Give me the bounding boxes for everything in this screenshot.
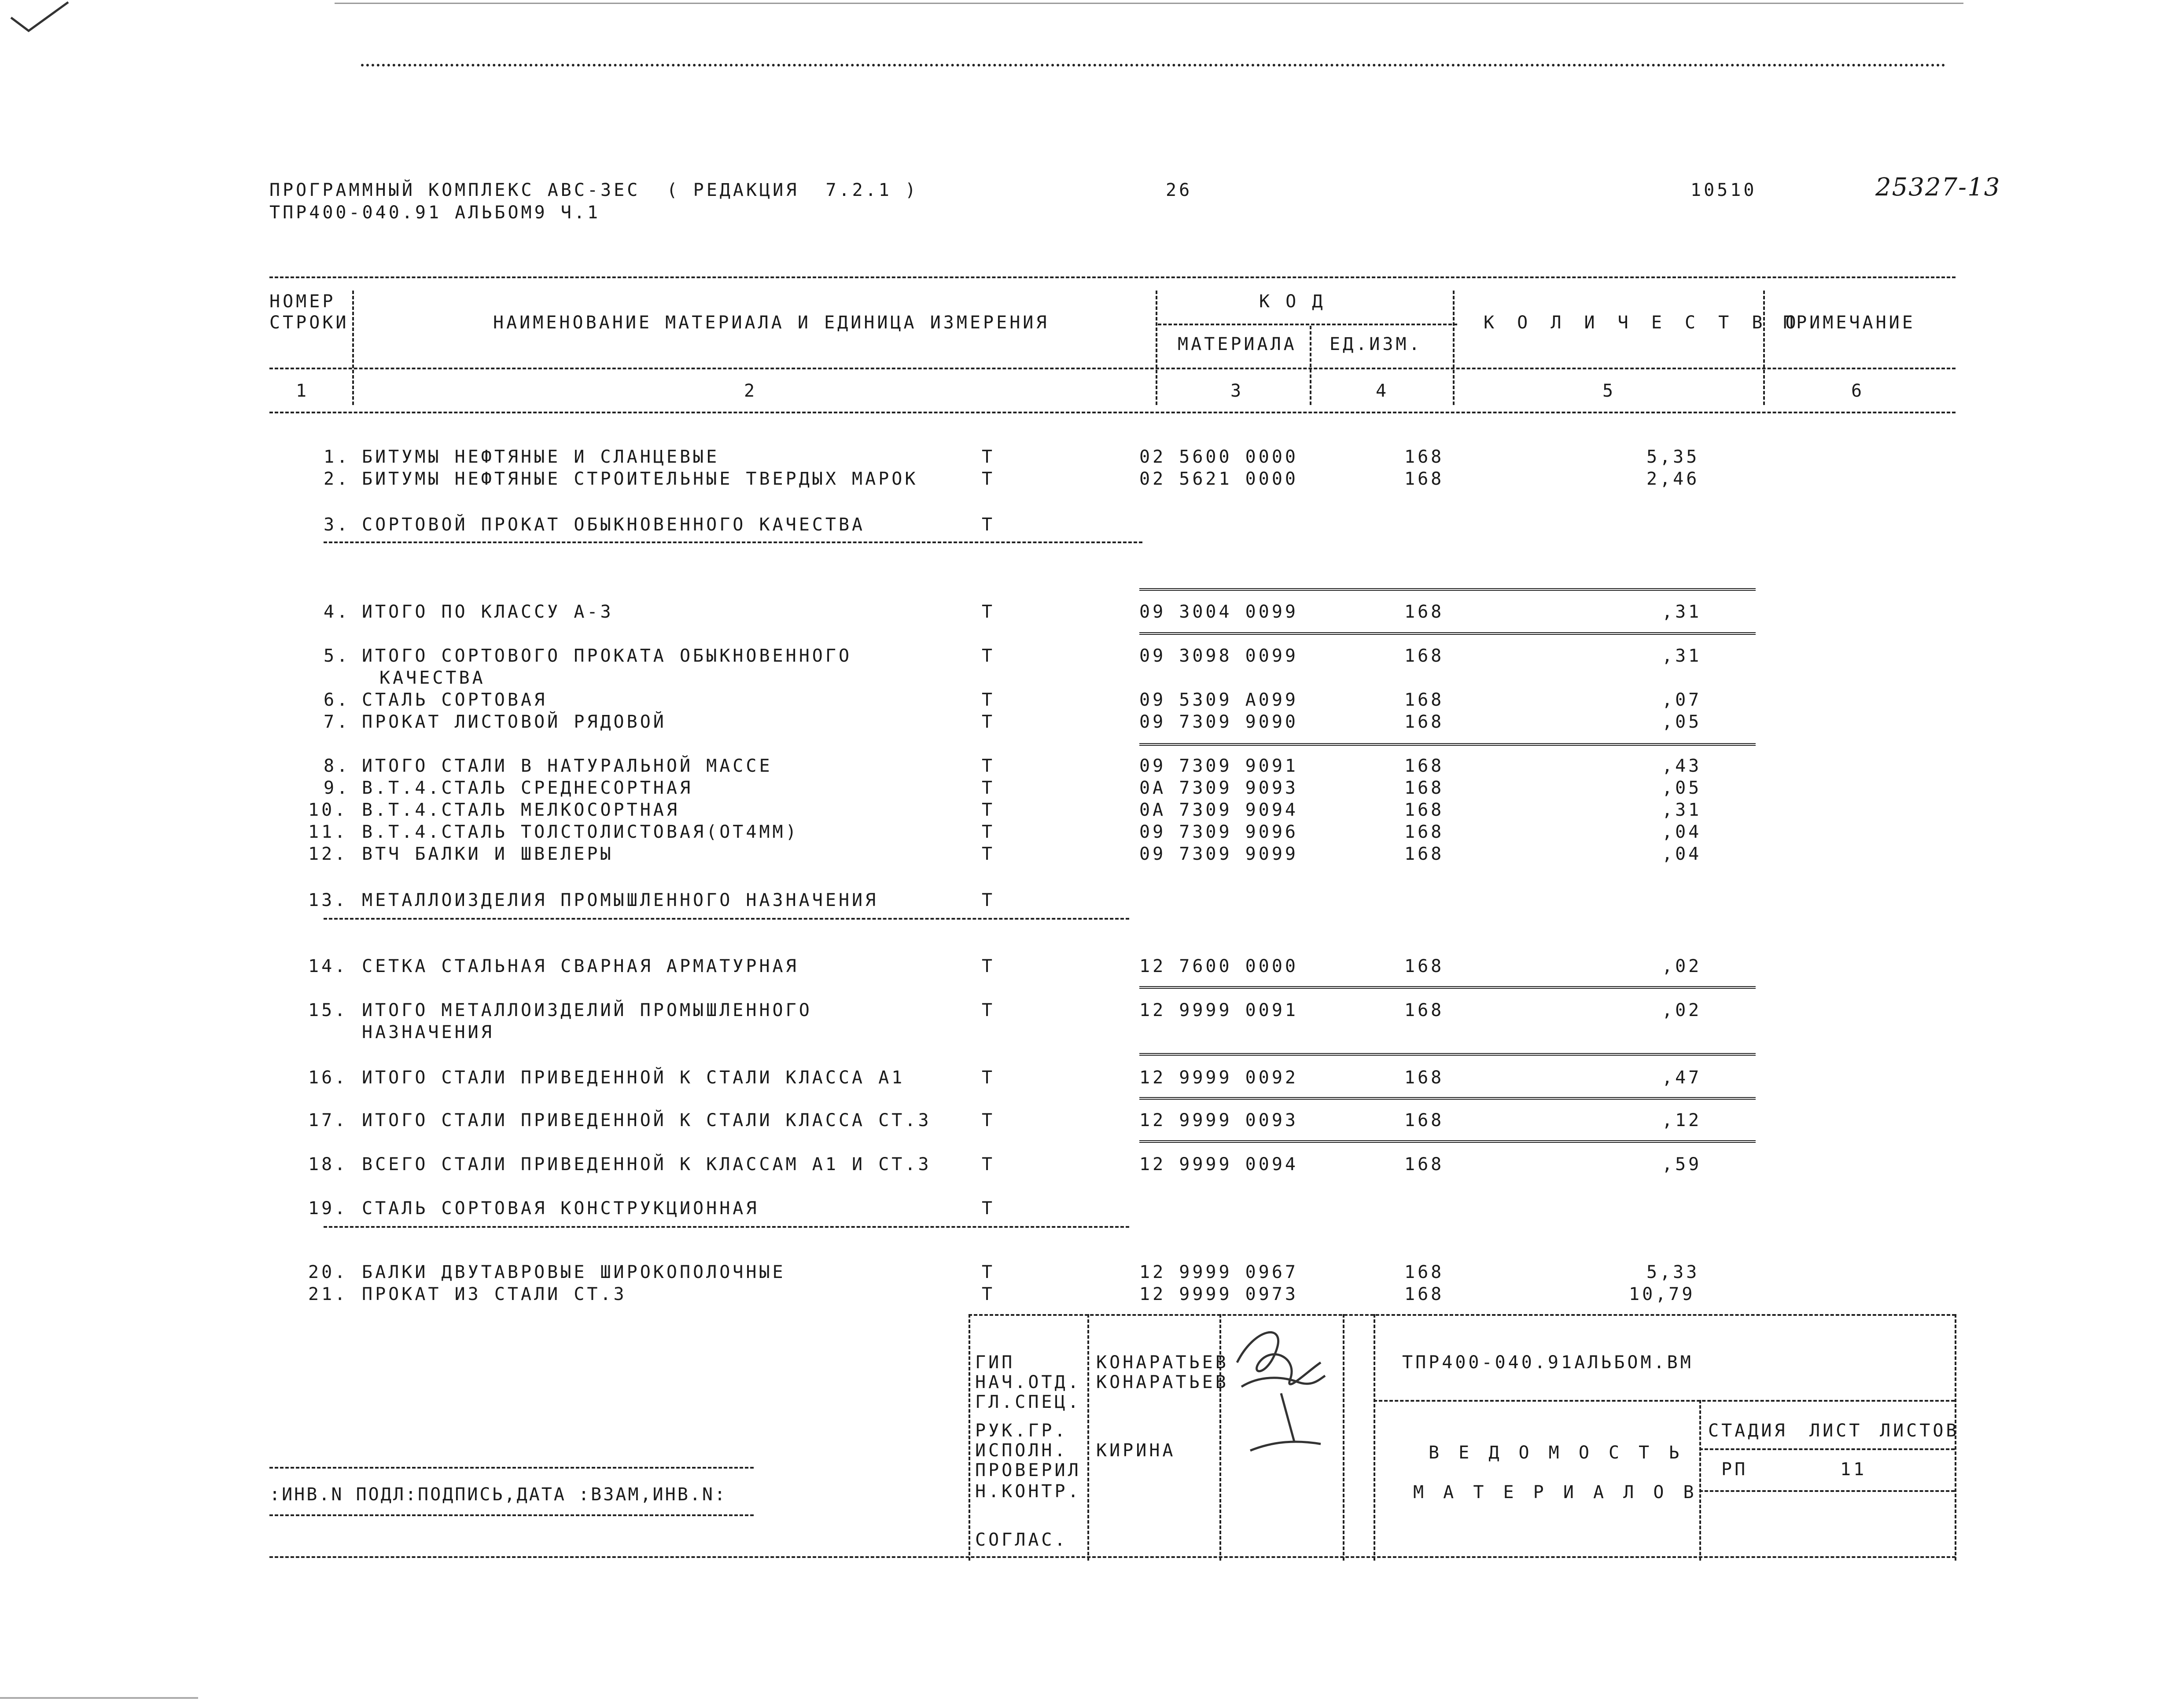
row-qty: ,02 (1662, 1000, 1702, 1020)
table-top-rule (269, 276, 1956, 278)
stamp-sheets-label: ЛИСТОВ (1880, 1421, 1959, 1441)
row-code: 09 7309 9096 (1139, 822, 1298, 842)
row-qty: 5,35 (1646, 447, 1700, 467)
row-number: 8. (324, 756, 350, 776)
row-number: 7. (324, 712, 350, 732)
row-ed: 168 (1404, 778, 1444, 798)
row-code: 09 3098 0099 (1139, 646, 1298, 666)
col-header-material: МАТЕРИАЛА (1178, 334, 1297, 354)
row-name: БИТУМЫ НЕФТЯНЫЕ СТРОИТЕЛЬНЫЕ ТВЕРДЫХ МАРОК (362, 469, 918, 489)
table-header-rule (269, 368, 1956, 369)
doc-code: 10510 (1690, 180, 1757, 200)
stamp-name-ispoln: КИРИНА (1096, 1440, 1176, 1461)
row-unit: Т (982, 712, 995, 732)
row-name: СТАЛЬ СОРТОВАЯ КОНСТРУКЦИОННАЯ (362, 1198, 759, 1219)
row-name: ИТОГО МЕТАЛЛОИЗДЕЛИЙ ПРОМЫШЛЕННОГО (362, 1000, 812, 1020)
row-unit: Т (982, 1154, 995, 1175)
stamp-col-names (1087, 1314, 1089, 1561)
row-number: 13. (308, 890, 348, 910)
stamp-stage-label: СТАДИЯ (1708, 1421, 1788, 1441)
stamp-role-ispoln: ИСПОЛН. (975, 1440, 1068, 1461)
row-code: 12 9999 0094 (1139, 1154, 1298, 1175)
row-qty: 10,79 (1629, 1284, 1695, 1304)
row-qty: ,07 (1662, 690, 1702, 710)
row-qty: ,04 (1662, 844, 1702, 864)
row-code: 09 7309 9091 (1139, 756, 1298, 776)
stamp-title-vedomost: В Е Д О М О С Т Ь (1429, 1443, 1684, 1463)
row-number: 19. (308, 1198, 348, 1219)
table-numbers-rule (269, 412, 1956, 413)
stamp-col-sign (1219, 1314, 1221, 1561)
row-unit: Т (982, 1284, 995, 1304)
sep-4 (1453, 291, 1455, 405)
row-unit: Т (982, 690, 995, 710)
col-header-quantity: К О Л И Ч Е С Т В О (1484, 313, 1802, 333)
row-qty: ,05 (1662, 778, 1702, 798)
subtotal-rule (1139, 743, 1756, 746)
row-qty: ,31 (1662, 646, 1702, 666)
row-code: 0А 7309 9093 (1139, 778, 1298, 798)
row-qty: ,47 (1662, 1068, 1702, 1088)
stamp-role-gip: ГИП (975, 1352, 1015, 1373)
row-ed: 168 (1404, 690, 1444, 710)
row-unit: Т (982, 1000, 995, 1020)
stamp-name-nach: КОНАРАТЬЕВ (1096, 1372, 1229, 1392)
section-underline (324, 1226, 1129, 1228)
sep-1 (352, 291, 354, 405)
row-ed: 168 (1404, 447, 1444, 467)
stamp-name-gip: КОНАРАТЬЕВ (1096, 1352, 1229, 1373)
row-qty: ,59 (1662, 1154, 1702, 1175)
col-number-5: 5 (1602, 381, 1616, 401)
row-unit: Т (982, 515, 995, 535)
row-qty: 5,33 (1646, 1262, 1700, 1282)
row-ed: 168 (1404, 1068, 1444, 1088)
row-number: 18. (308, 1154, 348, 1175)
row-ed: 168 (1404, 1154, 1444, 1175)
row-qty: ,43 (1662, 756, 1702, 776)
col-number-3: 3 (1230, 381, 1244, 401)
row-unit: Т (982, 1110, 995, 1131)
row-name: СЕТКА СТАЛЬНАЯ СВАРНАЯ АРМАТУРНАЯ (362, 956, 799, 976)
row-unit: Т (982, 602, 995, 622)
row-qty: ,04 (1662, 822, 1702, 842)
row-number: 11. (308, 822, 348, 842)
row-ed: 168 (1404, 1000, 1444, 1020)
stamp-role-proveril: ПРОВЕРИЛ (975, 1460, 1081, 1480)
row-code: 12 9999 0093 (1139, 1110, 1298, 1131)
row-unit: Т (982, 844, 995, 864)
row-code: 02 5600 0000 (1139, 447, 1298, 467)
row-code: 09 7309 9099 (1139, 844, 1298, 864)
row-qty: ,12 (1662, 1110, 1702, 1131)
row-number: 12. (308, 844, 348, 864)
row-name: МЕТАЛЛОИЗДЕЛИЯ ПРОМЫШЛЕННОГО НАЗНАЧЕНИЯ (362, 890, 879, 910)
stamp-sheet-value: 11 (1840, 1459, 1867, 1480)
inv-top-rule (269, 1467, 754, 1469)
stamp-title-materialov: М А Т Е Р И А Л О В (1413, 1482, 1698, 1502)
row-code: 02 5621 0000 (1139, 469, 1298, 489)
col-number-1: 1 (296, 381, 309, 401)
subtotal-rule (1139, 632, 1756, 635)
row-unit: Т (982, 890, 995, 910)
row-name-cont: КАЧЕСТВА (379, 668, 486, 688)
scan-mark (0, 1697, 198, 1699)
row-unit: Т (982, 1262, 995, 1282)
stamp-doc-code: ТПР400-040.91АЛЬБОМ.ВМ (1402, 1352, 1694, 1373)
row-name: БИТУМЫ НЕФТЯНЫЕ И СЛАНЦЕВЫЕ (362, 447, 720, 467)
row-ed: 168 (1404, 956, 1444, 976)
inv-mid-rule (269, 1514, 754, 1516)
row-name: ИТОГО СТАЛИ В НАТУРАЛЬНОЙ МАССЕ (362, 756, 773, 776)
row-number: 20. (308, 1262, 348, 1282)
row-qty: ,31 (1662, 800, 1702, 820)
row-number: 17. (308, 1110, 348, 1131)
row-code: 12 9999 0092 (1139, 1068, 1298, 1088)
row-ed: 168 (1404, 800, 1444, 820)
col-number-4: 4 (1376, 381, 1389, 401)
subtotal-rule (1139, 1097, 1756, 1100)
row-unit: Т (982, 956, 995, 976)
col-header-note: ПРИМЕЧАНИЕ (1783, 313, 1915, 333)
row-unit: Т (982, 822, 995, 842)
stamp-role-glspec: ГЛ.СПЕЦ. (975, 1392, 1081, 1412)
stamp-doc-rule (1374, 1400, 1955, 1402)
row-code: 09 5309 А099 (1139, 690, 1298, 710)
row-ed: 168 (1404, 1284, 1444, 1304)
row-ed: 168 (1404, 712, 1444, 732)
row-name: ПРОКАТ ЛИСТОВОЙ РЯДОВОЙ (362, 712, 667, 732)
sep-5 (1763, 291, 1765, 405)
row-name: ВСЕГО СТАЛИ ПРИВЕДЕННОЙ К КЛАССАМ А1 И СТ.3 (362, 1154, 932, 1175)
row-name: ИТОГО ПО КЛАССУ А-3 (362, 602, 614, 622)
col-header-name: НАИМЕНОВАНИЕ МАТЕРИАЛА И ЕДИНИЦА ИЗМЕРЕНИЯ (493, 313, 1050, 333)
row-unit: Т (982, 800, 995, 820)
row-name: ВТЧ БАЛКИ И ШВЕЛЕРЫ (362, 844, 614, 864)
row-qty: ,05 (1662, 712, 1702, 732)
row-ed: 168 (1404, 1110, 1444, 1131)
row-number: 2. (324, 469, 350, 489)
stamp-top-rule (969, 1314, 1956, 1316)
row-unit: Т (982, 469, 995, 489)
row-ed: 168 (1404, 1262, 1444, 1282)
row-code: 09 7309 9090 (1139, 712, 1298, 732)
row-number: 14. (308, 956, 348, 976)
row-ed: 168 (1404, 469, 1444, 489)
page-bottom-rule (269, 1556, 1956, 1558)
col-header-number: НОМЕР (269, 291, 336, 312)
row-name: СОРТОВОЙ ПРОКАТ ОБЫКНОВЕННОГО КАЧЕСТВА (362, 515, 865, 535)
stamp-role-ruk: РУК.ГР. (975, 1421, 1068, 1441)
row-number: 16. (308, 1068, 348, 1088)
section-underline (324, 541, 1142, 543)
row-number: 21. (308, 1284, 348, 1304)
row-name: ПРОКАТ ИЗ СТАЛИ СТ.3 (362, 1284, 627, 1304)
row-name: СТАЛЬ СОРТОВАЯ (362, 690, 548, 710)
row-ed: 168 (1404, 602, 1444, 622)
row-name: ИТОГО СТАЛИ ПРИВЕДЕННОЙ К СТАЛИ КЛАССА СТ.3 (362, 1110, 932, 1131)
row-code: 09 3004 0099 (1139, 602, 1298, 622)
album-title: ТПР400-040.91 АЛЬБОМ9 Ч.1 (269, 203, 601, 223)
col-header-unit: ЕД.ИЗМ. (1330, 334, 1422, 354)
row-qty: 2,46 (1646, 469, 1700, 489)
stamp-stage-rule (1699, 1448, 1955, 1450)
col-number-2: 2 (744, 381, 758, 401)
row-name: В.Т.4.СТАЛЬ СРЕДНЕСОРТНАЯ (362, 778, 693, 798)
row-code: 12 9999 0091 (1139, 1000, 1298, 1020)
row-number: 4. (324, 602, 350, 622)
check-mark-icon (7, 0, 73, 40)
row-number: 6. (324, 690, 350, 710)
section-underline (324, 918, 1129, 920)
handwritten-number: 25327-13 (1875, 173, 2001, 202)
subtotal-rule (1139, 588, 1756, 591)
inv-label: :ИНВ.N ПОДЛ:ПОДПИСЬ,ДАТА :ВЗАМ,ИНВ.N: (269, 1484, 727, 1505)
program-title: ПРОГРАММНЫЙ КОМПЛЕКС АВС-3ЕС ( РЕДАКЦИЯ 7.2.1 ) (269, 180, 919, 200)
row-unit: Т (982, 447, 995, 467)
row-ed: 168 (1404, 646, 1444, 666)
row-number: 15. (308, 1000, 348, 1020)
row-number: 3. (324, 515, 350, 535)
stamp-stage-value: РП (1721, 1459, 1748, 1480)
stamp-left-border (969, 1314, 970, 1561)
stamp-role-nkontr: Н.КОНТР. (975, 1481, 1081, 1502)
subtotal-rule (1139, 986, 1756, 989)
stamp-col-date (1343, 1314, 1344, 1561)
row-unit: Т (982, 1198, 995, 1219)
row-name: В.Т.4.СТАЛЬ ТОЛСТОЛИСТОВАЯ(ОТ4ММ) (362, 822, 799, 842)
col-header-code: К О Д (1259, 291, 1326, 312)
row-qty: ,31 (1662, 602, 1702, 622)
top-scan-line (335, 3, 1963, 4)
row-number: 1. (324, 447, 350, 467)
row-code: 0А 7309 9094 (1139, 800, 1298, 820)
row-name: ИТОГО СОРТОВОГО ПРОКАТА ОБЫКНОВЕННОГО (362, 646, 852, 666)
subtotal-rule (1139, 1140, 1756, 1143)
row-code: 12 9999 0967 (1139, 1262, 1298, 1282)
stamp-role-soglas: СОГЛАС. (975, 1530, 1068, 1550)
sep-2 (1156, 291, 1157, 405)
code-subheader-rule (1158, 324, 1457, 325)
row-number: 9. (324, 778, 350, 798)
stamp-stage-bottom-rule (1699, 1490, 1955, 1492)
row-unit: Т (982, 778, 995, 798)
stamp-col-doc (1374, 1314, 1375, 1561)
row-ed: 168 (1404, 822, 1444, 842)
subtotal-rule (1139, 1053, 1756, 1056)
row-name: В.Т.4.СТАЛЬ МЕЛКОСОРТНАЯ (362, 800, 680, 820)
signature-icon (1224, 1310, 1338, 1477)
row-unit: Т (982, 756, 995, 776)
row-number: 10. (308, 800, 348, 820)
row-unit: Т (982, 1068, 995, 1088)
row-code: 12 9999 0973 (1139, 1284, 1298, 1304)
row-qty: ,02 (1662, 956, 1702, 976)
row-ed: 168 (1404, 756, 1444, 776)
stamp-role-nach: НАЧ.ОТД. (975, 1372, 1081, 1392)
row-name-cont: НАЗНАЧЕНИЯ (362, 1022, 494, 1042)
top-dotted-line (361, 64, 1946, 66)
sep-3 (1310, 326, 1311, 405)
row-name: ИТОГО СТАЛИ ПРИВЕДЕННОЙ К СТАЛИ КЛАССА А1 (362, 1068, 905, 1088)
page-number: 26 (1166, 180, 1193, 200)
col-number-6: 6 (1851, 381, 1865, 401)
stamp-sheet-label: ЛИСТ (1809, 1421, 1863, 1441)
row-unit: Т (982, 646, 995, 666)
stamp-stage-border (1699, 1400, 1701, 1561)
row-name: БАЛКИ ДВУТАВРОВЫЕ ШИРОКОПОЛОЧНЫЕ (362, 1262, 786, 1282)
row-number: 5. (324, 646, 350, 666)
col-header-row: СТРОКИ (269, 313, 349, 333)
row-code: 12 7600 0000 (1139, 956, 1298, 976)
row-ed: 168 (1404, 844, 1444, 864)
